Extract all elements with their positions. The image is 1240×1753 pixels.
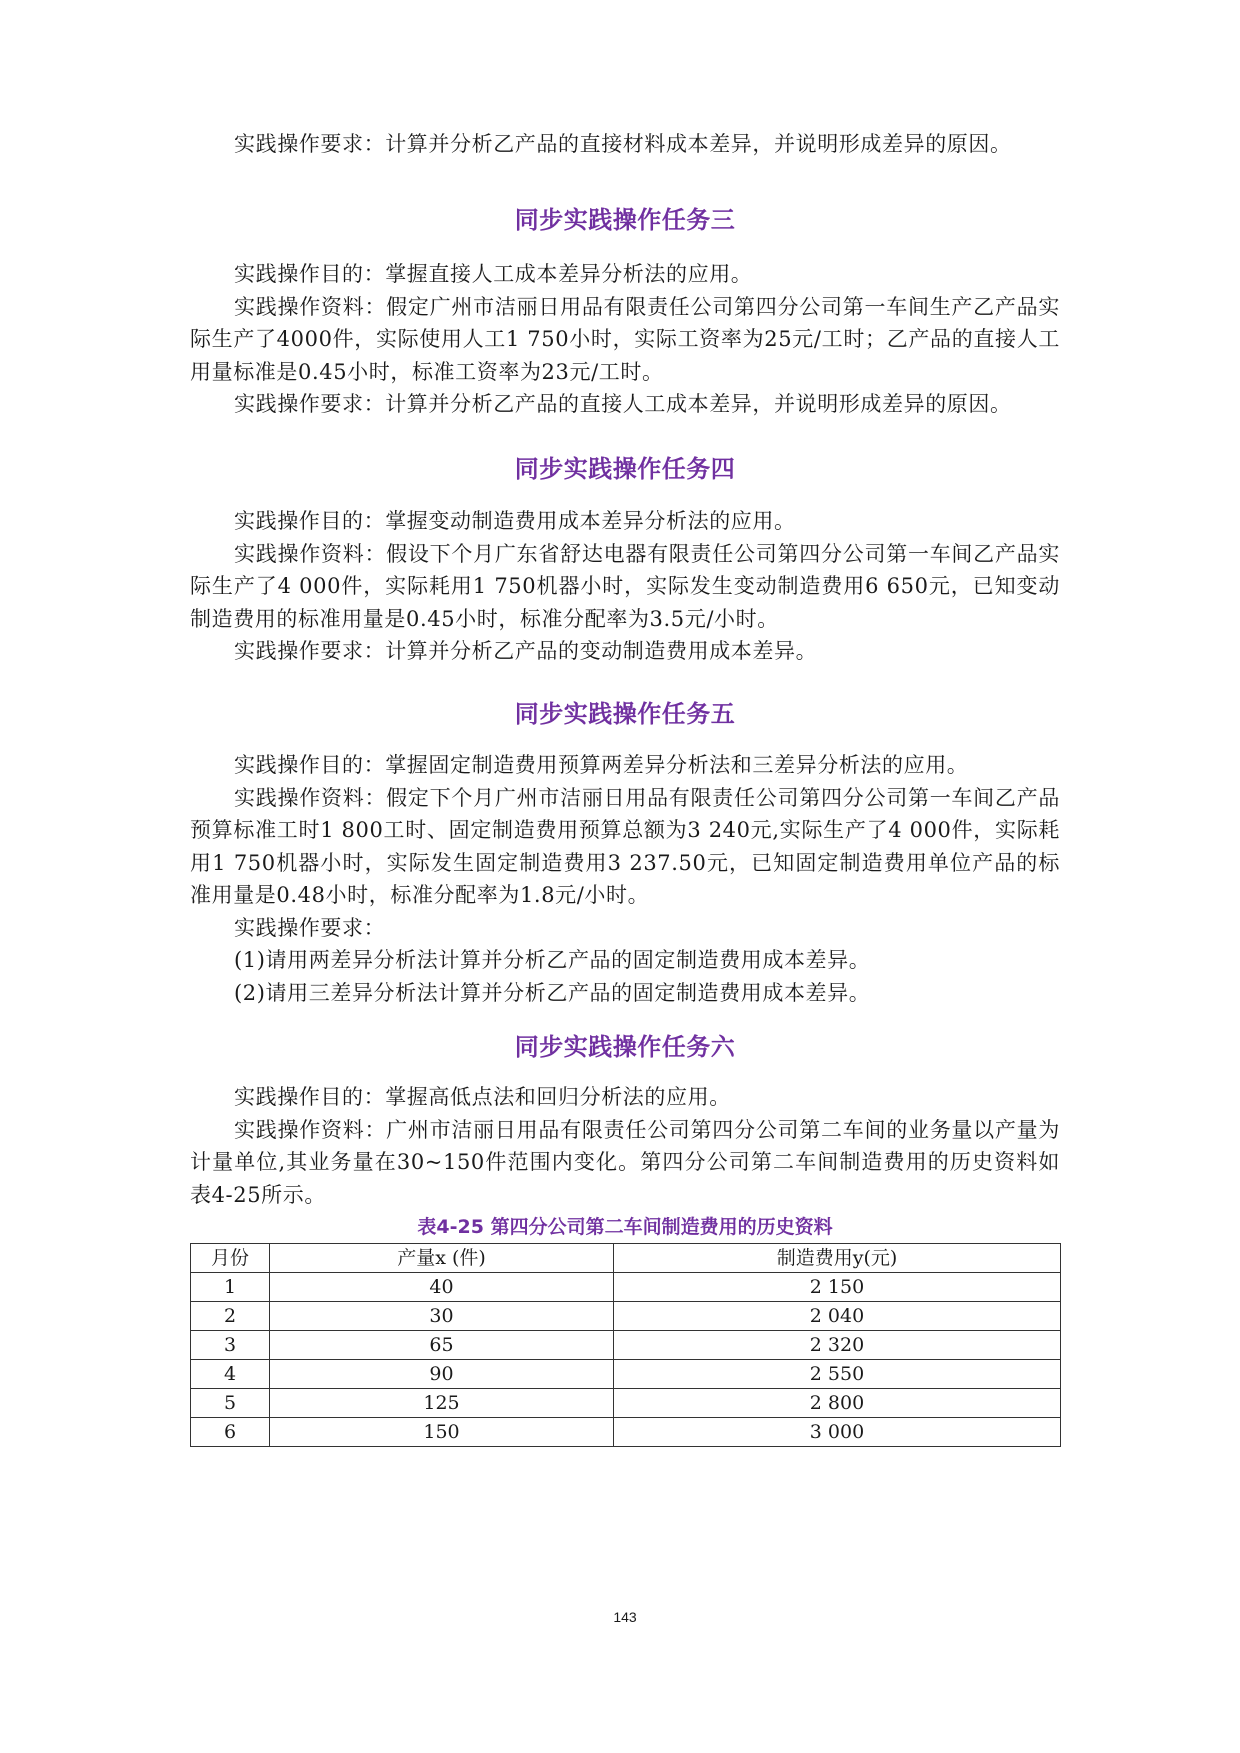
- table-row: [191, 1360, 1061, 1389]
- page-footer: [190, 1609, 1060, 1625]
- header-month: 月份: [191, 1244, 270, 1273]
- table-caption-block: [190, 1212, 1060, 1239]
- task6-material: 实践操作资料：广州市洁丽日用品有限责任公司第四分公司第二车间的业务量以产量为计量单位,其业务量在30~150件范围内变化。第四分公司第二车间制造费用的历史资料如表4-25所示。: [190, 1117, 1060, 1207]
- task6-heading-block: [190, 1027, 1060, 1062]
- task5-body: [190, 749, 1060, 1009]
- document-page: [190, 0, 1060, 1753]
- task3-material: 实践操作资料：假定广州市洁丽日用品有限责任公司第四分公司第一车间生产乙产品实际生产了4000件，实际使用人工1 750小时，实际工资率为25元/工时；乙产品的直接人工用量标准是0.45小时，标准工资率为23元/工时。: [190, 294, 1060, 384]
- table-row: [191, 1273, 1061, 1302]
- page-number: 143: [613, 1609, 637, 1625]
- task6-body: [190, 1081, 1060, 1211]
- cell-month: 2: [191, 1302, 270, 1331]
- cell-month: 3: [191, 1331, 270, 1360]
- cell-cost: 2 320: [614, 1331, 1061, 1360]
- table-row: [191, 1389, 1061, 1418]
- cell-month: 1: [191, 1273, 270, 1302]
- top-section: [190, 128, 1060, 161]
- task5-req-item-1: (1)请用两差异分析法计算并分析乙产品的固定制造费用成本差异。: [234, 948, 871, 972]
- task6-title: 同步实践操作任务六: [514, 1033, 736, 1061]
- task3-title: 同步实践操作任务三: [514, 206, 736, 234]
- header-cost: 制造费用y(元): [614, 1244, 1061, 1273]
- task3-purpose: 实践操作目的：掌握直接人工成本差异分析法的应用。: [234, 262, 753, 286]
- task3-requirement: 实践操作要求：计算并分析乙产品的直接人工成本差异，并说明形成差异的原因。: [234, 392, 1012, 416]
- cell-output: 125: [270, 1389, 614, 1418]
- cell-month: 6: [191, 1418, 270, 1447]
- cell-month: 5: [191, 1389, 270, 1418]
- table-row: [191, 1418, 1061, 1447]
- task5-material: 实践操作资料：假定下个月广州市洁丽日用品有限责任公司第四分公司第一车间乙产品预算标准工时1 800工时、固定制造费用预算总额为3 240元,实际生产了4 000件，实际耗用1 750机器小时，实际发生固定制造费用3 237.50元，已知固定制造费用单位产品的标准用量是0.48小时，标准分配率为1.8元/小时。: [190, 785, 1060, 907]
- task5-heading-block: [190, 694, 1060, 729]
- cell-output: 150: [270, 1418, 614, 1447]
- task4-heading-block: [190, 449, 1060, 484]
- table-row: [191, 1302, 1061, 1331]
- task4-title: 同步实践操作任务四: [514, 455, 736, 483]
- cell-output: 30: [270, 1302, 614, 1331]
- table-block: [190, 1243, 1060, 1447]
- table-caption: 表4-25 第四分公司第二车间制造费用的历史资料: [417, 1216, 833, 1238]
- task5-req-item-2: (2)请用三差异分析法计算并分析乙产品的固定制造费用成本差异。: [234, 980, 871, 1005]
- task3-body: [190, 258, 1060, 421]
- cell-cost: 2 040: [614, 1302, 1061, 1331]
- task3-heading-block: [190, 200, 1060, 235]
- task4-purpose: 实践操作目的：掌握变动制造费用成本差异分析法的应用。: [234, 509, 796, 533]
- table-header-row: [191, 1244, 1061, 1273]
- cell-cost: 3 000: [614, 1418, 1061, 1447]
- task4-requirement: 实践操作要求：计算并分析乙产品的变动制造费用成本差异。: [234, 639, 818, 663]
- top-requirement: 实践操作要求：计算并分析乙产品的直接材料成本差异，并说明形成差异的原因。: [234, 132, 1012, 156]
- task5-purpose: 实践操作目的：掌握固定制造费用预算两差异分析法和三差异分析法的应用。: [234, 753, 969, 777]
- task5-requirement: 实践操作要求：: [234, 915, 386, 940]
- task4-material: 实践操作资料：假设下个月广东省舒达电器有限责任公司第四分公司第一车间乙产品实际生产了4 000件，实际耗用1 750机器小时，实际发生变动制造费用6 650元，已知变动制造费用的标准用量是0.45小时，标准分配率为3.5元/小时。: [190, 541, 1060, 631]
- cell-cost: 2 800: [614, 1389, 1061, 1418]
- header-output: 产量x (件): [270, 1244, 614, 1273]
- task4-body: [190, 505, 1060, 668]
- table-row: [191, 1331, 1061, 1360]
- task6-purpose: 实践操作目的：掌握高低点法和回归分析法的应用。: [234, 1085, 731, 1109]
- cell-month: 4: [191, 1360, 270, 1389]
- manufacturing-cost-table: [190, 1243, 1061, 1447]
- cell-output: 90: [270, 1360, 614, 1389]
- cell-output: 40: [270, 1273, 614, 1302]
- cell-cost: 2 150: [614, 1273, 1061, 1302]
- cell-cost: 2 550: [614, 1360, 1061, 1389]
- cell-output: 65: [270, 1331, 614, 1360]
- task5-title: 同步实践操作任务五: [514, 700, 736, 728]
